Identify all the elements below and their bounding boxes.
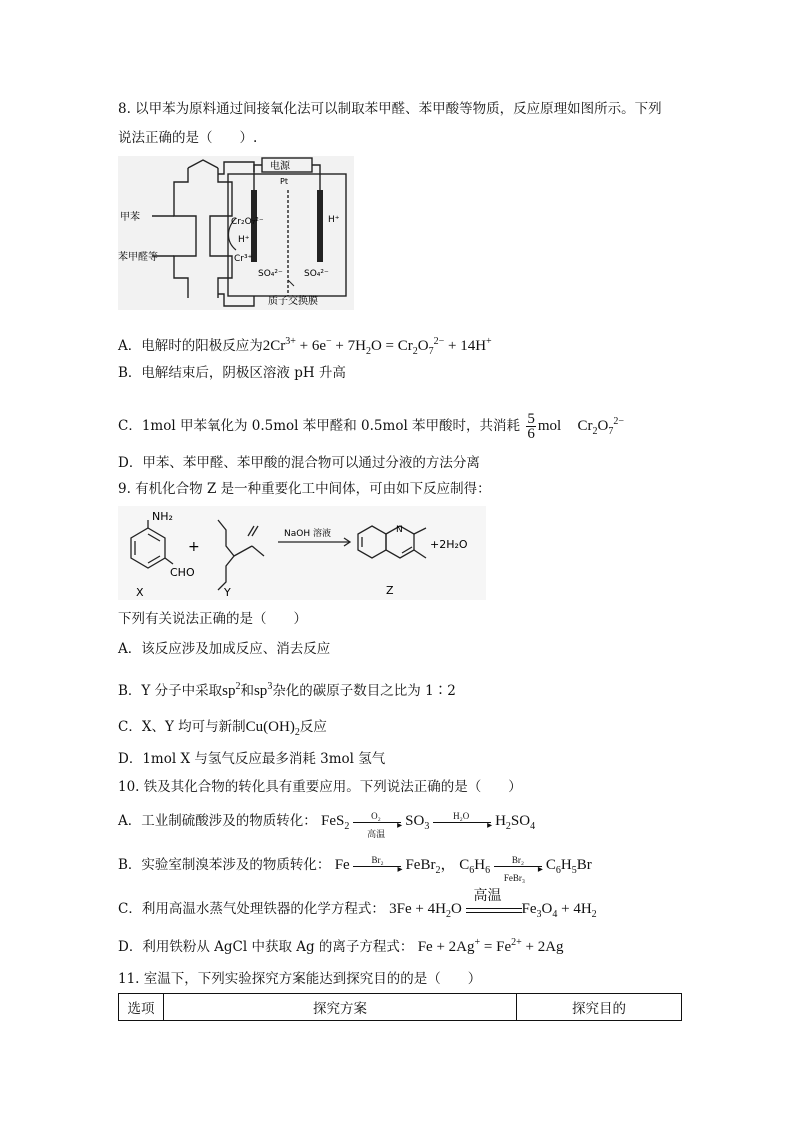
toluene-label: 甲苯 [120,212,140,223]
power-label: 电源 [270,161,290,172]
five-sixths-fraction: $\frac{5}{6}$ [527,411,535,442]
q10-stem: 10. 铁及其化合物的转化具有重要应用。下列说法正确的是（ ） [118,779,522,795]
reaction-arrow-3: Br₂ ▸ [353,860,405,872]
q10-option-a: A．工业制硫酸涉及的物质转化： FeS$_2$ O₂ ▸ 高温 $SO_3$ H₂O ▸ $H_2SO_4$ [118,810,536,839]
membrane-label: 质子交换膜 [268,296,318,307]
n-atom-label: N [396,525,403,535]
cr3-label: Cr³⁺ [234,254,253,264]
table-header-row [119,994,682,1021]
q9-option-d: D．1mol X 与氢气反应最多消耗 3mol 氢气 [118,751,386,767]
q8-option-d: D．甲苯、苯甲醛、苯甲酸的混合物可以通过分液的方法分离 [118,455,480,471]
q8-option-a: A．电解时的阳极反应为$2Cr^{3+} + 6e^- + 7H_2O = Cr_2O_7^{2-} + 14H^+$ [118,336,492,357]
q11-options-table [118,993,682,1021]
x-label: X [136,586,144,599]
q8-option-c: C．1mol 甲苯氧化为 0.5mol 苯甲醛和 0.5mol 苯甲酸时，共消耗 $\frac{5}{6}$ mol $Cr_2O_7^{2-}$ [118,411,624,442]
q8-option-b: B．电解结束后，阴极区溶液 pH 升高 [118,365,346,381]
q8-stem-line1: 8. 以甲苯为原料通过间接氧化法可以制取苯甲醛、苯甲酸等物质，反应原理如图所示。下列 [118,101,662,117]
z-label: Z [386,584,394,597]
nh2-label: NH₂ [152,510,173,523]
q8-stem-line2: 说法正确的是（ ）. [118,130,258,146]
sulfate-left-label: SO₄²⁻ [258,269,283,279]
h-plus-right-label: H⁺ [328,215,340,225]
q9-stem-2: 下列有关说法正确的是（ ） [118,611,307,627]
q10-option-d: D．利用铁粉从 AgCl 中获取 Ag 的离子方程式： $Fe + 2Ag^+ = Fe^{2+} + 2Ag$ [118,937,564,955]
dichromate-label: Cr₂O₇²⁻ [231,217,264,227]
copper-hydroxide-formula: $Cu(OH)_2$ [245,719,300,738]
q10-option-c: C．利用高温水蒸气处理铁器的化学方程式： $3Fe + 4H_2O$ 高温 $Fe_3O_4 + 4H_2$ [118,888,597,920]
table-header-option: 选项 [119,994,164,1021]
sp2-term: $sp^2$ [222,681,241,699]
sulfuric-acid-conversion: FeS$_2$ O₂ ▸ 高温 $SO_3$ H₂O ▸ $H_2SO_4$ [321,810,536,839]
reaction-arrow-2: H₂O ▸ [433,816,495,828]
q11-stem: 11. 室温下，下列实验探究方案能达到探究目的的是（ ） [118,971,482,987]
benzaldehyde-label: 苯甲醛等 [118,252,158,263]
q9-reaction-figure [118,506,486,600]
q9-stem: 9. 有机化合物 Z 是一种重要化工中间体，可由如下反应制得： [118,481,491,497]
cho-label: CHO [170,566,195,579]
q10-option-b: B．实验室制溴苯涉及的物质转化： Fe Br₂ ▸ FeBr$_2$， $C_6H_6$ Br₂ ▸ FeBr₃ $C_6H_5Br$ [118,854,592,883]
q9-option-c: C．X、Y 均可与新制$Cu(OH)_2$反应 [118,719,327,738]
sp3-term: $sp^3$ [253,681,273,699]
plus-sign: + [188,539,200,555]
dichromate-formula: $Cr_2O_7^{2-}$ [577,416,624,437]
bromobenzene-conversion: Fe Br₂ ▸ FeBr$_2$， $C_6H_6$ Br₂ ▸ FeBr₃ $C_6H_5Br$ [334,854,592,883]
q8-electrolysis-figure [118,156,354,310]
table-header-purpose: 探究目的 [517,994,682,1021]
q9-option-b: B．Y 分子中采取$sp^2$和$sp^3$杂化的碳原子数目之比为 1∶2 [118,681,456,699]
equation-equals-sign: 高温 [466,904,522,916]
y-label: Y [224,586,231,599]
reaction-arrow-1: O₂ ▸ 高温 [353,816,405,828]
anode-equation: $2Cr^{3+} + 6e^- + 7H_2O = Cr_2O_7^{2-} + 14H^+$ [262,336,492,357]
reaction-arrow-4: Br₂ ▸ FeBr₃ [494,860,546,872]
h-plus-left-label: H⁺ [238,235,250,245]
naoh-label: NaOH 溶液 [284,529,331,539]
iron-steam-equation: $3Fe + 4H_2O$ 高温 $Fe_3O_4 + 4H_2$ [389,888,597,920]
q9-option-a: A．该反应涉及加成反应、消去反应 [118,641,331,657]
table-header-scheme: 探究方案 [164,994,517,1021]
pt-label: Pt [280,177,288,186]
water-label: +2H₂O [430,538,468,551]
silver-ionic-equation: $Fe + 2Ag^+ = Fe^{2+} + 2Ag$ [417,937,564,955]
sulfate-right-label: SO₄²⁻ [304,269,329,279]
